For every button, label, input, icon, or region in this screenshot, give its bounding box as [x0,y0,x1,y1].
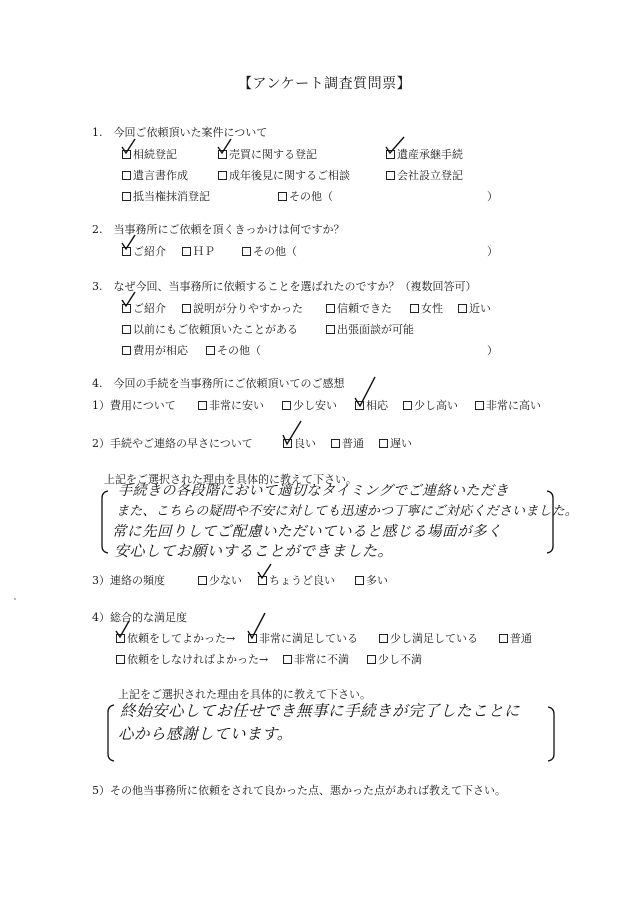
checkbox[interactable] [283,655,292,664]
check-mark-icon [257,563,273,581]
check-mark-icon [281,420,303,446]
reason2-line-1: 終始安心してお任せでき無事に手続きが完了したことに [120,702,521,720]
q4-sat-glad[interactable]: 依頼をしてよかった→ [116,630,235,646]
q4-frequency-just-right[interactable]: ちょうど良い [258,572,335,588]
checkbox[interactable] [367,655,376,664]
checkbox[interactable] [116,655,125,664]
q1-option-isan[interactable]: 遺産承継手続 [386,146,463,162]
q1-option-souzoku[interactable]: 相続登記 [122,146,177,162]
q4-cost-bit-cheap[interactable]: 少し安い [282,397,337,413]
checkbox[interactable] [206,346,215,355]
check-mark-icon [247,612,267,640]
q4-cost-very-cheap[interactable]: 非常に安い [198,397,264,413]
q3-option-chikai[interactable]: 近い [458,300,491,316]
check-mark-icon [115,620,131,640]
question-2-label: 2. 当事務所にご依頼を頂くきっかけは何ですか？ [92,223,345,236]
left-bracket [106,704,116,762]
q2-option-other[interactable]: その他（ [242,243,297,259]
q4-speed-normal[interactable]: 普通 [331,435,364,451]
check-mark-icon [353,376,377,408]
checkbox[interactable] [182,247,191,256]
q1-option-yuigon[interactable]: 遺言書作成 [122,167,188,183]
checkbox[interactable] [379,634,388,643]
checkbox[interactable] [122,346,131,355]
q4-sat-bit-unsatisfied[interactable]: 少し不満 [367,651,422,667]
question-5-label: 5）その他当事務所に依頼をされて良かった点、悪かった点があれば教えて下さい。 [92,784,506,797]
q4-frequency-label: 3）連絡の頻度 [92,574,165,587]
check-mark-icon [121,291,137,309]
checkbox[interactable] [410,304,419,313]
q4-sat-very-unsatisfied[interactable]: 非常に不満 [283,651,349,667]
left-bracket [100,490,110,554]
reason-line-4: 安心してお願いすることができました。 [114,542,394,560]
q3-option-shoukai[interactable]: ご紹介 [122,300,166,316]
q4-cost-very-high[interactable]: 非常に高い [475,397,541,413]
q4-frequency-many[interactable]: 多い [355,572,388,588]
checkbox[interactable] [122,171,131,180]
checkbox[interactable] [198,401,207,410]
q2-option-hp[interactable]: ＨＰ [182,243,215,259]
q4-cost-bit-high[interactable]: 少し高い [403,397,458,413]
question-1-label: 1. 今回ご依頼頂いた案件について [92,126,268,139]
checkbox[interactable] [278,192,287,201]
checkbox[interactable] [458,304,467,313]
reason-line-2: また、こちらの疑問や不安に対しても迅速かつ丁寧にご対応くださいました。 [116,504,579,519]
q1-option-kouken[interactable]: 成年後見に関するご相談 [218,167,350,183]
question-4-label: 4. 今回の手続を当事務所にご依頼頂いてのご感想 [92,377,345,390]
q1-option-kaisha[interactable]: 会社設立登記 [386,167,463,183]
checkbox[interactable] [379,439,388,448]
reason-line-1: 手続きの各段階において適切なタイミングでご連絡いただき [118,483,509,499]
checkbox[interactable] [386,171,395,180]
q3-option-josei[interactable]: 女性 [410,300,443,316]
q4-sat-very-satisfied[interactable]: 非常に満足している [248,630,358,646]
q1-option-teitou[interactable]: 抵当権抹消登記 [122,188,210,204]
checkbox[interactable] [198,576,207,585]
q3-option-izen[interactable]: 以前にもご依頼頂いたことがある [122,321,298,337]
q3-other-close: ） [487,344,498,357]
q4-satisfaction-label: 4）総合的な満足度 [92,611,187,624]
checkbox[interactable] [218,171,227,180]
q4-sat-bit-satisfied[interactable]: 少し満足している [379,630,478,646]
check-mark-icon [121,234,137,252]
q1-option-other[interactable]: その他（ [278,188,333,204]
checkbox[interactable] [122,192,131,201]
q4-speed-good[interactable]: 良い [283,435,316,451]
checkbox[interactable] [355,576,364,585]
checkbox[interactable] [282,401,291,410]
q1-option-baibai[interactable]: 売買に関する登記 [218,146,317,162]
scan-speck [14,598,16,600]
q3-option-shucchou[interactable]: 出張面談が可能 [326,321,414,337]
checkbox[interactable] [242,247,251,256]
checkbox[interactable] [331,439,340,448]
q4-speed-slow[interactable]: 遅い [379,435,412,451]
check-mark-icon [217,138,233,156]
q3-option-setsumei[interactable]: 説明が分りやすかった [182,300,303,316]
reason2-line-2: 心から感謝しています。 [118,725,293,743]
q4-sat-regret[interactable]: 依頼をしなければよかった→ [116,651,268,667]
reason2-prompt: 上記をご選択された理由を具体的に教えて下さい。 [118,688,371,701]
checkbox[interactable] [326,304,335,313]
page-title: 【アンケート調査質問票】 [238,76,412,92]
q4-cost-label: 1）費用について [92,399,176,412]
q4-frequency-few[interactable]: 少ない [198,572,242,588]
question-3-label: 3. なぜ今回、当事務所に依頼することを選ばれたのですか？（複数回答可） [92,280,477,293]
q1-other-close: ） [487,190,498,203]
checkbox[interactable] [499,634,508,643]
q4-sat-normal[interactable]: 普通 [499,630,532,646]
check-mark-icon [121,138,137,156]
q4-cost-fair[interactable]: 相応 [355,397,388,413]
q3-option-hiyou[interactable]: 費用が相応 [122,342,188,358]
right-bracket [546,706,556,762]
reason-prompt: 上記をご選択された理由を具体的に教えて下さい。 [104,473,357,486]
reason-line-3: 常に先回りしてご配慮いただいていると感じる場面が多く [112,524,502,540]
checkbox[interactable] [475,401,484,410]
q2-other-close: ） [487,245,498,258]
q3-option-other[interactable]: その他（ [206,342,261,358]
q2-option-shoukai[interactable]: ご紹介 [122,243,166,259]
checkbox[interactable] [122,325,131,334]
checkbox[interactable] [403,401,412,410]
checkbox[interactable] [326,325,335,334]
q4-speed-label: 2）手続やご連絡の早さについて [92,437,253,450]
q3-option-shinrai[interactable]: 信頼できた [326,300,392,316]
check-mark-icon [385,136,405,156]
checkbox[interactable] [182,304,191,313]
